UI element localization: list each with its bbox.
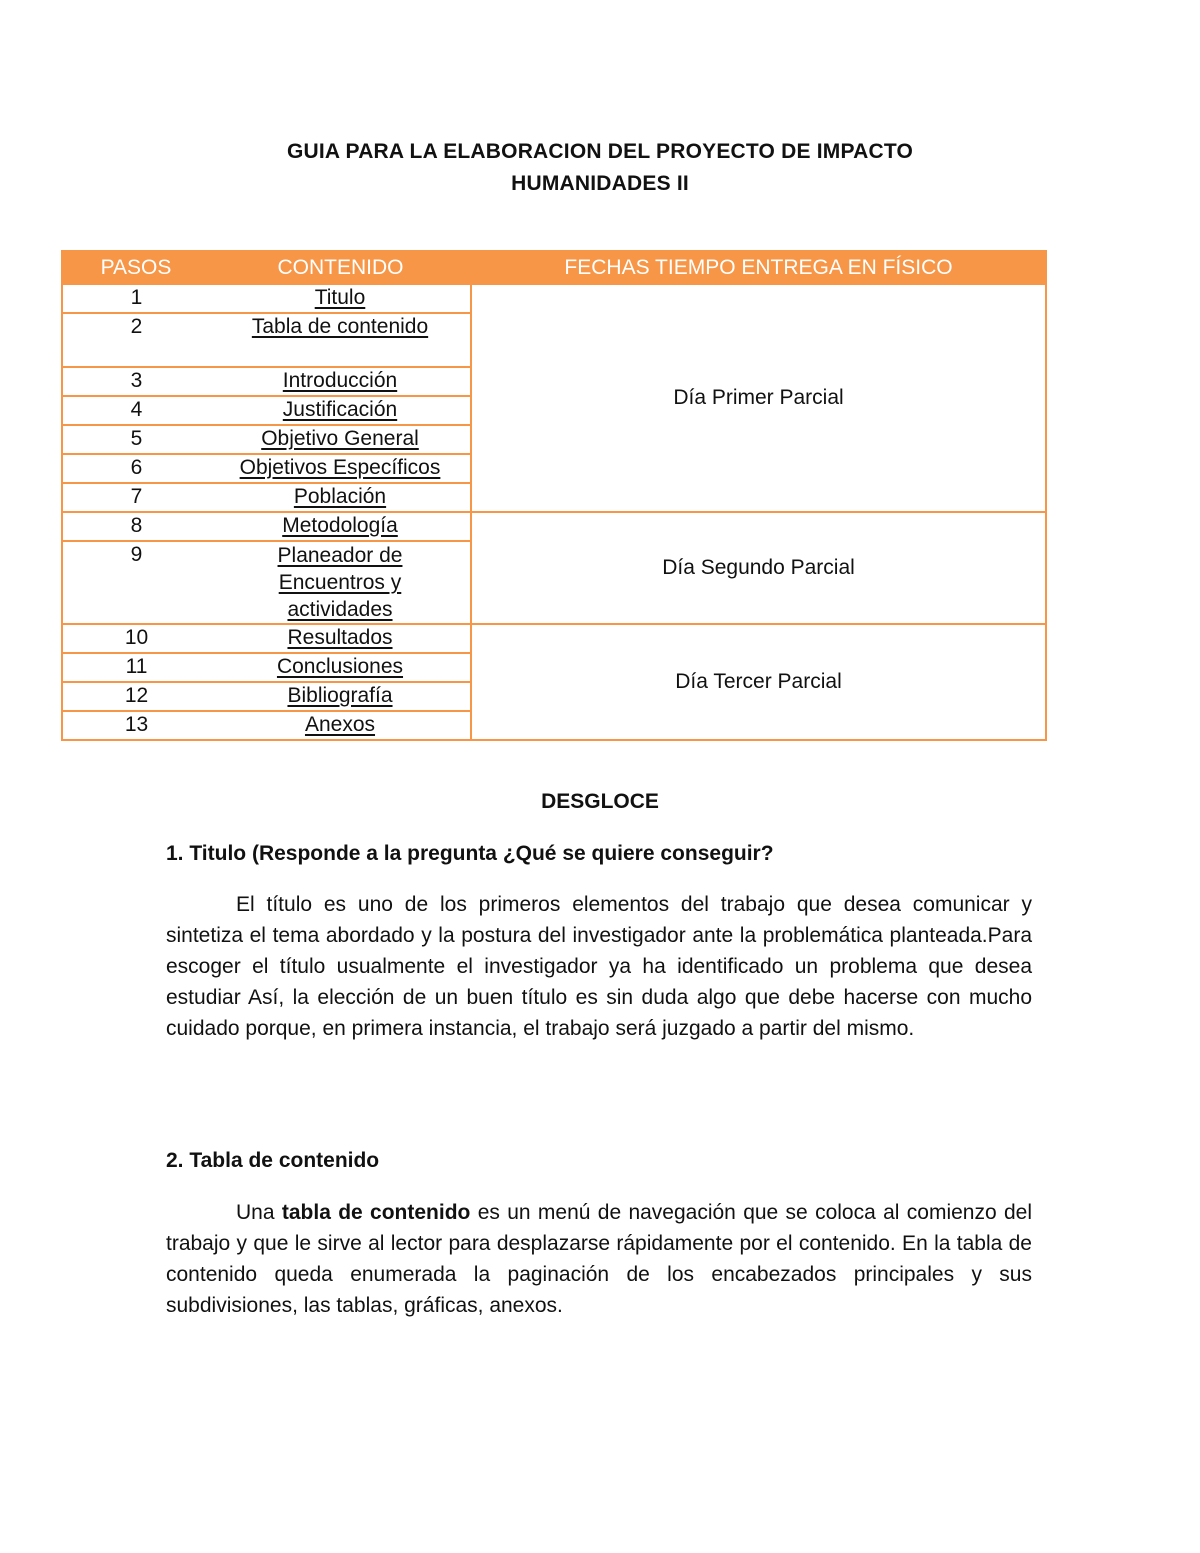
step-number: 5 (62, 425, 210, 454)
step-content-label: Objetivos Específicos (239, 456, 441, 479)
step-content-label: Titulo (314, 286, 366, 309)
step-number: 10 (62, 624, 210, 653)
header-pasos: PASOS (62, 251, 210, 284)
paragraph-titulo: El título es uno de los primeros elementos del trabajo que desea comunicar y sintetiza el tema abordado y la postura del investigador ante la problemática planteada.Para escoger el título usualmente el investigador ya ha identificado un problema que desea estudiar Así, la elección de un buen título es sin duda algo que debe hacerse con mucho cuidado porque, en primera instancia, el trabajo será juzgado a partir del mismo. (166, 893, 1032, 1040)
step-content-label: Bibliografía (287, 684, 393, 707)
step-content-label: Población (293, 485, 387, 508)
table-header-row (62, 251, 1046, 284)
paragraph-bold-term: tabla de contenido (281, 1201, 471, 1224)
step-number: 7 (62, 483, 210, 512)
step-content-label: Anexos (304, 713, 376, 736)
table-row (62, 284, 1046, 313)
step-content (210, 367, 471, 396)
paragraph-text-after: es un menú de navegación que se coloca al comienzo del trabajo y que le sirve al lector para desplazarse rápidamente por el contenido. En la tabla de contenido queda enumerada la paginación de los encabezados principales y sus subdivisiones, las tablas, gráficas, anexos. (166, 1201, 1033, 1317)
step-content-label: Tabla de contenido (251, 315, 429, 338)
step-number: 3 (62, 367, 210, 396)
step-content-label: Conclusiones (276, 655, 404, 678)
step-number: 13 (62, 711, 210, 740)
step-content (210, 653, 471, 682)
paragraph-text-before: Una (236, 1201, 282, 1224)
step-number: 2 (62, 313, 210, 367)
step-content-label: Metodología (282, 514, 398, 537)
step-content (210, 454, 471, 483)
step-content (210, 512, 471, 541)
date-tercer-parcial: Día Tercer Parcial (471, 624, 1046, 740)
step-content (210, 483, 471, 512)
table-row (62, 512, 1046, 541)
step-content (210, 541, 471, 624)
steps-table (61, 250, 1047, 741)
section-title-desgloce: DESGLOCE (541, 790, 659, 813)
step-number: 8 (62, 512, 210, 541)
step-content (210, 396, 471, 425)
table-row (62, 624, 1046, 653)
heading-titulo: 1. Titulo (Responde a la pregunta ¿Qué se quiere conseguir? (166, 842, 774, 865)
step-content (210, 313, 471, 367)
date-segundo-parcial: Día Segundo Parcial (471, 512, 1046, 624)
date-primer-parcial: Día Primer Parcial (471, 284, 1046, 512)
document-title: GUIA PARA LA ELABORACION DEL PROYECTO DE IMPACTO (286, 140, 914, 163)
step-content (210, 711, 471, 740)
step-number: 11 (62, 653, 210, 682)
step-number: 6 (62, 454, 210, 483)
step-number: 12 (62, 682, 210, 711)
step-content (210, 425, 471, 454)
step-content-label: Planeador de Encuentros y actividades (277, 544, 403, 621)
step-content (210, 682, 471, 711)
step-content-label: Resultados (287, 626, 393, 649)
step-content (210, 624, 471, 653)
step-number: 1 (62, 284, 210, 313)
heading-tabla-de-contenido: 2. Tabla de contenido (166, 1149, 380, 1172)
step-content-label: Justificación (282, 398, 398, 421)
paragraph-tabla-de-contenido (166, 1197, 1032, 1321)
header-contenido: CONTENIDO (210, 251, 471, 284)
document-subtitle: HUMANIDADES II (511, 172, 689, 195)
step-content (210, 284, 471, 313)
step-number: 4 (62, 396, 210, 425)
step-content-label: Introducción (282, 369, 398, 392)
step-number: 9 (62, 541, 210, 624)
header-fechas: FECHAS TIEMPO ENTREGA EN FÍSICO (471, 251, 1046, 284)
step-content-label: Objetivo General (261, 427, 419, 450)
